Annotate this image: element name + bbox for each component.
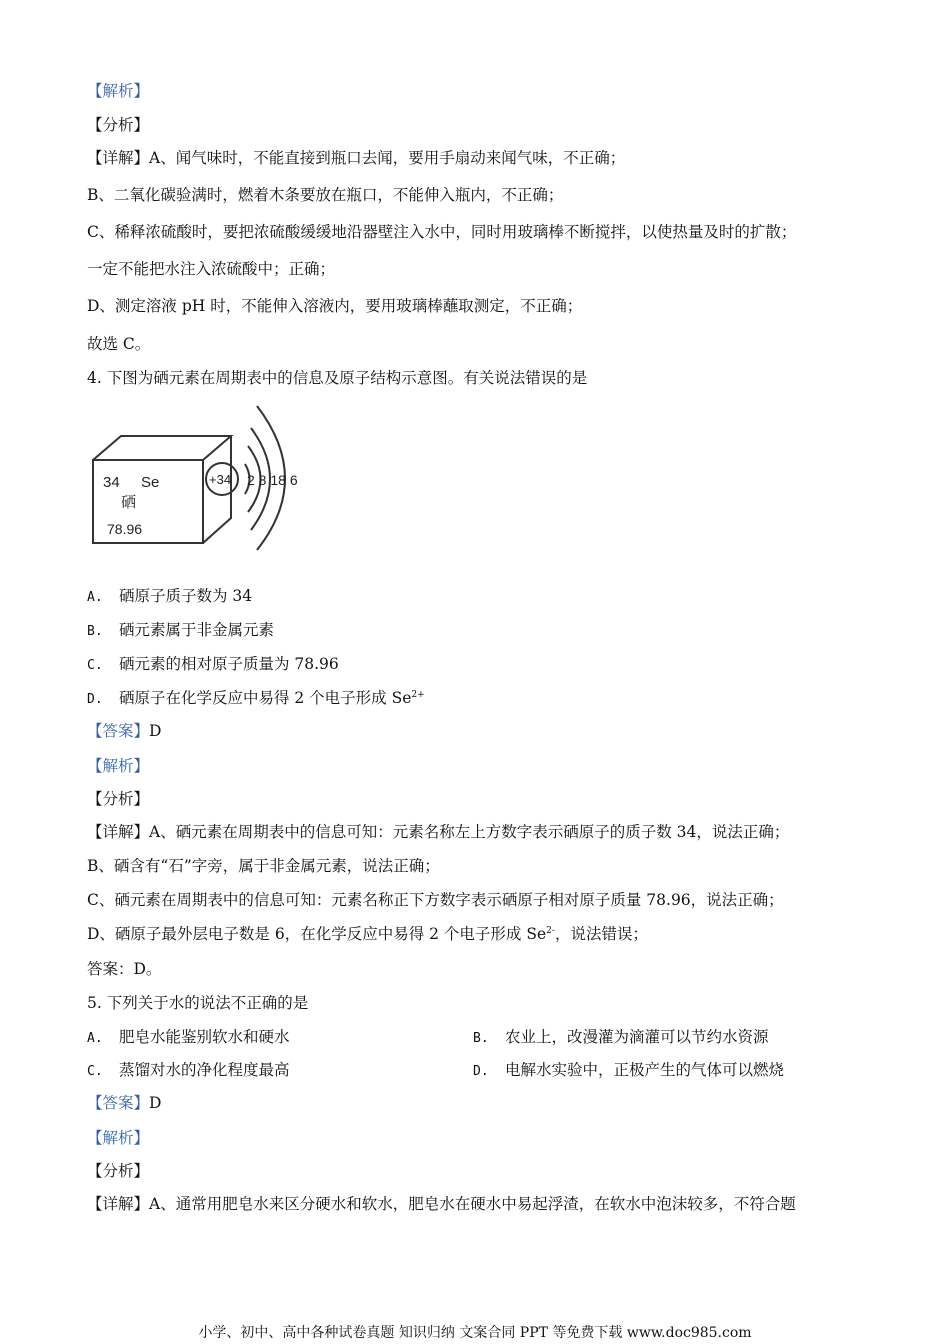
q4-option-c-text: 硒元素的相对原子质量为 78.96 bbox=[118, 655, 339, 673]
element-cell-top bbox=[93, 436, 231, 460]
jiexi-tag-5: 【解析】 bbox=[87, 1129, 150, 1147]
element-symbol: Se bbox=[141, 474, 160, 491]
q4-option-c bbox=[87, 654, 339, 676]
q5-answer bbox=[87, 1093, 161, 1113]
detail-3-d: D、测定溶液 pH 时，不能伸入溶液内，要用玻璃棒蘸取测定，不正确； bbox=[87, 297, 583, 315]
q5-option-b-text: 农业上，改漫灌为滴灌可以节约水资源 bbox=[504, 1028, 769, 1046]
element-name: 硒 bbox=[121, 493, 137, 511]
q4-option-d-sup: 2+ bbox=[411, 690, 425, 700]
jiexi-tag-3: 【解析】 bbox=[87, 82, 150, 100]
detail-4-a-text: A、硒元素在周期表中的信息可知：元素名称左上方数字表示硒原子的质子数 34，说法正确； bbox=[149, 823, 790, 841]
detail-3-a-text: A、闻气味时，不能直接到瓶口去闻，要用手扇动来闻气味，不正确； bbox=[149, 149, 626, 167]
q5-option-d bbox=[473, 1060, 784, 1082]
fenxi-tag-3: 【分析】 bbox=[87, 116, 150, 134]
detail-3-b: B、二氧化碳验满时，燃着木条要放在瓶口，不能伸入瓶内，不正确； bbox=[87, 186, 564, 204]
detail-3-a bbox=[87, 148, 625, 168]
q5-option-d-label: D. bbox=[473, 1064, 489, 1079]
detail-4-a bbox=[87, 822, 789, 842]
q5-option-a-label: A. bbox=[87, 1031, 103, 1046]
nucleus-charge: +34 bbox=[209, 472, 232, 487]
xiangjie-tag-4: 【详解】 bbox=[87, 823, 150, 841]
conclusion-3: 故选 C。 bbox=[87, 335, 151, 353]
page-footer: 小学、初中、高中各种试卷真题 知识归纳 文案合同 PPT 等免费下载 www.doc985.com bbox=[198, 1325, 752, 1341]
shell-electrons: 2 8 18 6 bbox=[247, 472, 298, 488]
q4-option-b-text: 硒元素属于非金属元素 bbox=[118, 621, 274, 639]
jiexi-tag-4: 【解析】 bbox=[87, 757, 150, 775]
q4-option-a-text: 硒原子质子数为 34 bbox=[118, 587, 253, 605]
conclusion-4: 答案：D。 bbox=[87, 960, 162, 978]
q5-option-c-text: 蒸馏对水的净化程度最高 bbox=[118, 1061, 290, 1079]
detail-4-d-post: ，说法错误； bbox=[554, 925, 648, 943]
fenxi-tag-4: 【分析】 bbox=[87, 790, 150, 808]
detail-3-c2: 一定不能把水注入浓硫酸中；正确； bbox=[87, 260, 336, 278]
answer-value-5: D bbox=[149, 1094, 162, 1112]
answer-tag-5: 【答案】 bbox=[87, 1094, 150, 1112]
q4-answer bbox=[87, 721, 161, 741]
detail-4-d-sup: 2- bbox=[546, 926, 555, 936]
detail-4-b: B、硒含有“石”字旁，属于非金属元素，说法正确； bbox=[87, 857, 440, 875]
q4-option-a-label: A. bbox=[87, 590, 103, 605]
detail-4-c: C、硒元素在周期表中的信息可知：元素名称正下方数字表示硒原子相对原子质量 78.96，说法正确； bbox=[87, 891, 784, 909]
fenxi-tag-5: 【分析】 bbox=[87, 1162, 150, 1180]
q4-option-a bbox=[87, 586, 252, 608]
q4-option-b-label: B. bbox=[87, 624, 103, 639]
q5-option-a bbox=[87, 1027, 289, 1049]
answer-tag-4: 【答案】 bbox=[87, 722, 150, 740]
q5-option-a-text: 肥皂水能鉴别软水和硬水 bbox=[118, 1028, 290, 1046]
q5-option-c-label: C. bbox=[87, 1064, 103, 1079]
q5-option-d-text: 电解水实验中，正极产生的气体可以燃烧 bbox=[504, 1061, 784, 1079]
q4-option-b bbox=[87, 620, 274, 642]
q4-option-d-label: D. bbox=[87, 692, 103, 707]
atomic-mass: 78.96 bbox=[107, 521, 143, 537]
q4-option-c-label: C. bbox=[87, 658, 103, 673]
xiangjie-tag-5: 【详解】 bbox=[87, 1195, 150, 1213]
q5-option-b-label: B. bbox=[473, 1031, 489, 1046]
detail-4-d-pre: D、硒原子最外层电子数是 6，在化学反应中易得 2 个电子形成 Se bbox=[87, 925, 547, 943]
q5-option-c bbox=[87, 1060, 289, 1082]
element-cell-side bbox=[203, 436, 231, 543]
selenium-figure bbox=[85, 400, 315, 555]
question-5-stem: 5. 下列关于水的说法不正确的是 bbox=[87, 994, 309, 1012]
detail-5-a bbox=[87, 1194, 796, 1214]
answer-value-4: D bbox=[149, 722, 162, 740]
detail-3-c1: C、稀释浓硫酸时，要把浓硫酸缓缓地沿器壁注入水中，同时用玻璃棒不断搅拌，以使热量及时的扩散； bbox=[87, 223, 797, 241]
q5-option-b bbox=[473, 1027, 768, 1049]
xiangjie-tag-3: 【详解】 bbox=[87, 149, 150, 167]
detail-5-a-text: A、通常用肥皂水来区分硬水和软水，肥皂水在硬水中易起浮渣，在软水中泡沫较多，不符合题 bbox=[149, 1195, 796, 1213]
detail-4-d bbox=[87, 924, 648, 944]
question-4-stem: 4. 下图为硒元素在周期表中的信息及原子结构示意图。有关说法错误的是 bbox=[87, 369, 588, 387]
q4-option-d-text: 硒原子在化学反应中易得 2 个电子形成 Se bbox=[118, 689, 412, 707]
atomic-number: 34 bbox=[103, 474, 120, 491]
q4-option-d bbox=[87, 688, 425, 710]
